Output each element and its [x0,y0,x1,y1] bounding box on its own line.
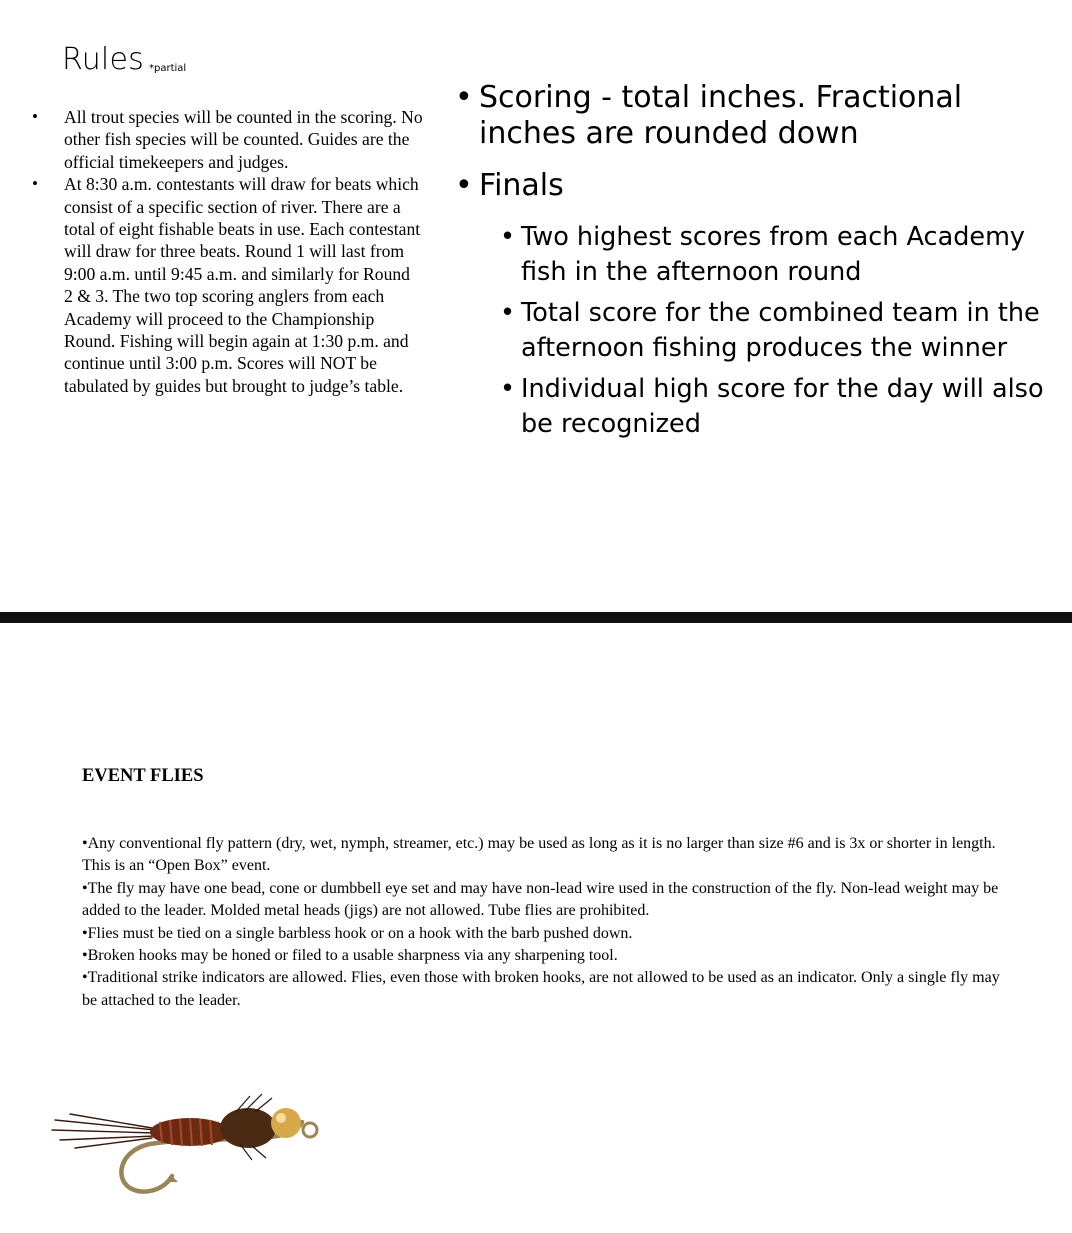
list-item: • All trout species will be counted in the scoring. No other fish species will be counted. Guides are the official timekeepers and judges. [32,107,423,172]
rule-paragraph: •The fly may have one bead, cone or dumbbell eye set and may have non-lead wire used in the construction of the fly. Non-lead weight may be added to the leader. Molded metal heads (jigs) are not allowed. Tube flies are prohibited. [82,879,999,920]
finals-sub-text: Total score for the combined team in the afternoon fishing produces the winner [521,298,1040,363]
rules-list [28,106,423,397]
finals-sub-text: Two highest scores from each Academy fish in the afternoon round [521,222,1025,287]
scoring-text: Scoring - total inches. Fractional inches are rounded down [479,80,963,151]
scoring-bullet: • Scoring - total inches. Fractional inches are rounded down [455,80,963,151]
rule-paragraph: •Flies must be tied on a single barbless hook or on a hook with the barb pushed down. [82,924,633,942]
title-note: *partial [149,63,187,74]
finals-sub-item: • Total score for the combined team in the afternoon fishing produces the winner [500,298,1040,363]
list-item: • At 8:30 a.m. contestants will draw for beats which consist of a specific section of river. There are a total of eight fishable beats in use. Each contestant will draw for three beats. Round 1 will last from 9:00 a.m. until 9:45 a.m. and similarly for Round 2 & 3. The two top scoring anglers from each Academy will proceed to the Championship Round. Fishing will begin again at 1:30 p.m. and continue until 3:00 p.m. Scores will NOT be tabulated by guides but brought to judge’s table. [32,174,421,396]
event-flies-heading: EVENT FLIES [82,766,204,786]
rule-paragraph: •Broken hooks may be honed or filed to a usable sharpness via any sharpening tool. [82,947,618,965]
slide-title: Rules [62,42,144,77]
finals-bullet: • Finals [455,168,564,203]
finals-sub-text: Individual high score for the day will also be recognized [521,374,1044,439]
finals-sub-item: • Individual high score for the day will also be recognized [500,374,1044,439]
scoring-column [455,80,1055,448]
list-item-text: All trout species will be counted in the scoring. No other fish species will be counted. Guides are the official timekeepers and judges. [64,107,423,172]
finals-text: Finals [479,168,564,203]
rule-paragraph: •Traditional strike indicators are allowed. Flies, even those with broken hooks, are not allowed to be used as an indicator. Only a single fly may be attached to the leader. [82,969,1000,1009]
rule-paragraph: •Any conventional fly pattern (dry, wet, nymph, streamer, etc.) may be used as long as it is no larger than size #6 and is 3x or shorter in length. This is an “Open Box” event. [82,835,996,875]
list-item-text: At 8:30 a.m. contestants will draw for beats which consist of a specific section of river. There are a total of eight fishable beats in use. Each contestant will draw for three beats. Round 1 will last from 9:00 a.m. until 9:45 a.m. and similarly for Round 2 & 3. The two top scoring anglers from each Academy will proceed to the Championship Round. Fishing will begin again at 1:30 p.m. and continue until 3:00 p.m. Scores will NOT be tabulated by guides but brought to judge’s table. [64,174,421,396]
finals-sub-item: • Two highest scores from each Academy fish in the afternoon round [500,222,1025,287]
fly-fishing-nymph-icon [40,1078,340,1203]
event-flies-rules [82,833,1012,1012]
rules-slide [0,0,1072,612]
slide-divider [0,612,1072,623]
